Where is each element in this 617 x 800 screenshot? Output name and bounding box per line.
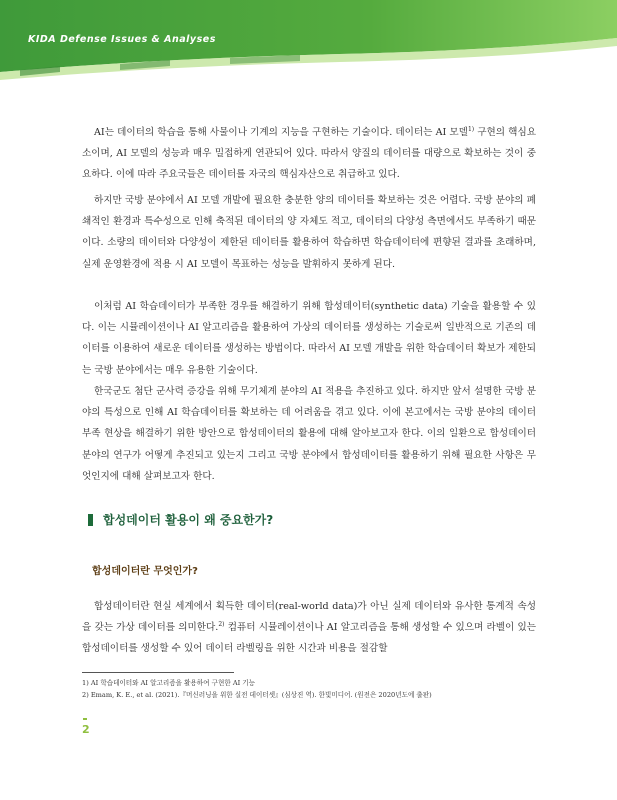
paragraph-text: 컴퓨터 시뮬레이션이나 AI 알고리즘을 통해 생성할 수 있으며 라벨이 있는 합성데이터를 생성할 수 있어 데이터 라벨링을 위한 시간과 비용을 절감할 [82, 622, 536, 655]
body-paragraph [82, 122, 536, 186]
section-heading-text: 합성데이터 활용이 왜 중요한가? [103, 513, 274, 527]
footnote-ref[interactable]: 1) [467, 125, 475, 133]
page-header [0, 0, 617, 80]
footnote-ref[interactable]: 2) [218, 621, 225, 629]
body-paragraph: 하지만 국방 분야에서 AI 모델 개발에 필요한 충분한 양의 데이터를 확보하는 것은 어렵다. 국방 분야의 폐쇄적인 환경과 특수성으로 인해 축적된 데이터의 양 자체도 적고, 데이터의 다양성 측면에서도 부족하기 때문이다. 소량의 데이터와 다양성이 제한된 데이터를 활용하여 학습하면 학습데이터에 편향된 결과를 초래하며, 실제 운영환경에 적용 시 AI 모델이 목표하는 성능을 발휘하지 못하게 된다. [82, 195, 536, 270]
footnote-divider [82, 672, 234, 673]
paragraph-text: 합성데이터란 현실 세계에서 획득한 데이터(real-world data)가 아닌 실제 데이터와 유사한 통계적 속성을 갖는 가상 데이터를 의미한다. [82, 601, 536, 634]
paragraph-text: 구현의 핵심요소이며, AI 모델의 성능과 매우 밀접하게 연관되어 있다. 따라서 양질의 데이터를 대량으로 확보하는 것이 중요하다. 이에 따라 주요국들은 데이터를 자국의 핵심자산으로 취급하고 있다. [82, 127, 536, 181]
header-title: KIDA Defense Issues & Analyses [28, 34, 216, 45]
body-paragraph: 한국군도 첨단 군사력 증강을 위해 무기체계 분야의 AI 적용을 추진하고 있다. 하지만 앞서 설명한 국방 분야의 특성으로 인해 AI 학습데이터를 확보하는 데 어려움을 겪고 있다. 이에 본고에서는 국방 분야의 데이터 부족 현상을 해결하기 위한 방안으로 합성데이터의 활용에 대해 알아보고자 한다. 이의 일환으로 합성데이터 분야의 연구가 어떻게 추진되고 있는지 그리고 국방 분야에서 합성데이터를 활용하기 위해 필요한 사항은 무엇인지에 대해 살펴보고자 한다. [82, 386, 536, 482]
section-marker-icon [88, 514, 93, 526]
paragraph-text: AI는 데이터의 학습을 통해 사물이나 기계의 지능을 구현하는 기술이다. 데이터는 AI 모델 [94, 127, 468, 138]
page-number: 2 [82, 723, 90, 736]
footnote: 2) Emam, K. E., et al. (2021).『머신러닝을 위한 실전 데이터셋』(심상진 역). 한빛미디어. (원전은 2020년도에 출판) [82, 691, 432, 699]
body-paragraph: 이처럼 AI 학습데이터가 부족한 경우를 해결하기 위해 합성데이터(synthetic data) 기술을 활용할 수 있다. 이는 시뮬레이션이나 AI 알고리즘을 활용하여 가상의 데이터를 생성하는 기술로써 일반적으로 기존의 데이터를 이용하여 새로운 데이터를 생성하는 방법이다. 따라서 AI 모델 개발을 위한 학습데이터 확보가 제한되는 국방 분야에서는 매우 유용한 기술이다. [82, 301, 536, 376]
page-number-marker [83, 718, 87, 720]
footnote: 1) AI 학습데이터와 AI 알고리즘을 활용하여 구현한 AI 기능 [82, 679, 256, 687]
subsection-heading: 합성데이터란 무엇인가? [92, 566, 198, 577]
body-paragraph [82, 596, 536, 660]
section-heading [88, 511, 273, 528]
